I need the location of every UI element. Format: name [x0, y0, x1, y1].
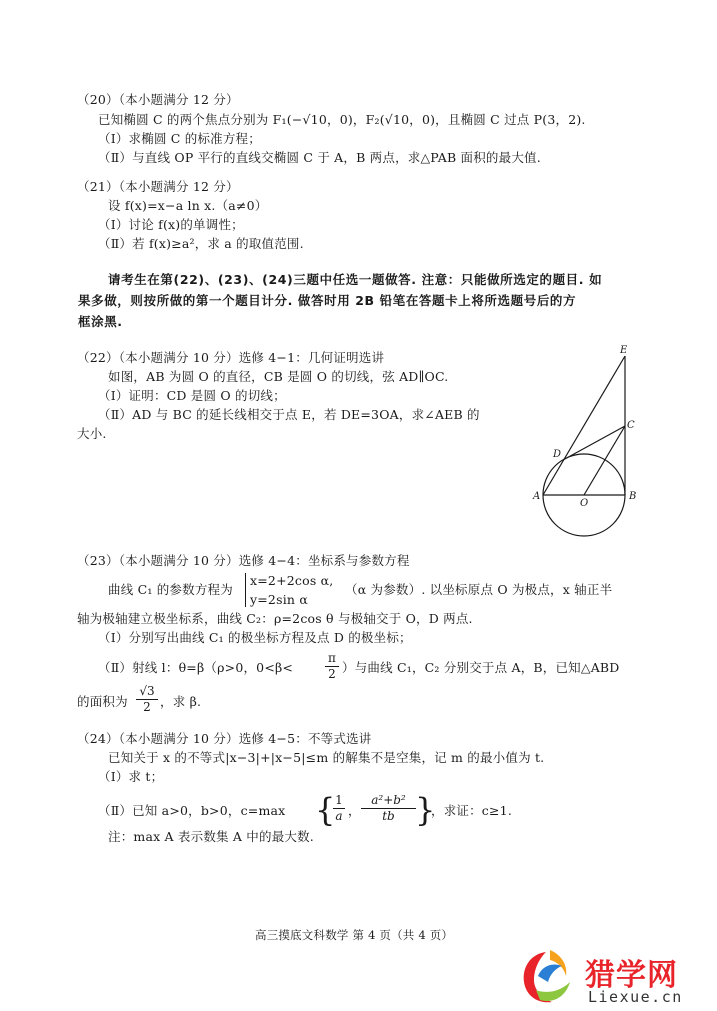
q24-heading: （24）（本小题满分 10 分）选修 4−5：不等式选讲	[77, 731, 372, 746]
logo-english-text: Liexue.cn	[588, 988, 683, 1006]
line-ae	[543, 356, 625, 495]
q23-eq-bottom: y=2sin α	[250, 592, 308, 607]
q23-part1: （Ⅰ）分别写出曲线 C₁ 的极坐标方程及点 D 的极坐标；	[98, 630, 412, 645]
q20-part2: （Ⅱ）与直线 OP 平行的直线交椭圆 C 于 A，B 两点，求△PAB 面积的最大值.	[98, 150, 541, 165]
pi-denominator: 2	[328, 667, 336, 681]
q23-eq-top: x=2+2cos α,	[250, 573, 334, 588]
notice-line-2: 果多做，则按所做的第一个题目计分. 做答时用 2B 铅笔在答题卡上将所选题号后的方	[78, 293, 577, 308]
q24-fraction-2	[361, 793, 416, 824]
q24-part2-pre: （Ⅱ）已知 a>0，b>0，c=max	[98, 803, 286, 818]
q23-sqrt-fraction	[136, 684, 158, 715]
q22-stem: 如图，AB 为圆 O 的直径，CB 是圆 O 的切线，弦 AD∥OC.	[108, 369, 449, 384]
q22-part2-cont: 大小.	[77, 426, 107, 441]
label-d: D	[553, 449, 562, 460]
q23-stem-pre: 曲线 C₁ 的参数方程为	[108, 582, 233, 597]
q20-part1: （Ⅰ）求椭圆 C 的标准方程；	[98, 131, 261, 146]
q21-part2: （Ⅱ）若 f(x)≥a²，求 a 的取值范围.	[98, 236, 304, 251]
q22-geometry-figure	[525, 340, 645, 540]
q21-stem: 设 f(x)=x−a ln x.（a≠0）	[108, 198, 268, 213]
notice-line-3: 框涂黑.	[78, 314, 123, 329]
q23-part2-pre: （Ⅱ）射线 l：θ=β（ρ>0，0<β<	[98, 660, 294, 675]
frac2-denominator: tb	[382, 809, 395, 823]
q24-stem: 已知关于 x 的不等式|x−3|+|x−5|≤m 的解集不是空集，记 m 的最小值为 t.	[108, 750, 545, 765]
logo-chinese-text: 猎学网	[585, 958, 678, 993]
notice-line-1: 请考生在第(22)、(23)、(24)三题中任选一题做答. 注意：只能做所选定的题目. 如	[108, 272, 603, 287]
q22-heading: （22）（本小题满分 10 分）选修 4−1：几何证明选讲	[77, 350, 385, 365]
q20-stem: 已知椭圆 C 的两个焦点分别为 F₁(−√10，0)，F₂(√10，0)，且椭圆 C 过点 P(3，2).	[98, 112, 586, 127]
q24-part1: （Ⅰ）求 t；	[98, 769, 164, 784]
label-b: B	[629, 491, 637, 502]
frac1-numerator: 1	[333, 793, 345, 809]
q24-note: 注：max A 表示数集 A 中的最大数.	[108, 829, 314, 844]
q23-line5-post: ，求 β.	[160, 694, 202, 709]
sqrt3-denominator: 2	[143, 700, 151, 714]
pi-numerator: π	[325, 651, 339, 667]
label-e: E	[620, 345, 628, 356]
q20-heading: （20）（本小题满分 12 分）	[77, 92, 239, 107]
q23-stem-post: （α 为参数）. 以坐标原点 O 为极点，x 轴正半	[345, 582, 613, 597]
line-oc	[584, 426, 625, 495]
q23-part2-post: ）与曲线 C₁，C₂ 分别交于点 A，B，已知△ABD	[342, 660, 620, 675]
q24-part2-post: ，求证：c≥1.	[431, 803, 513, 818]
q24-right-brace: }	[415, 791, 436, 829]
frac2-numerator: a²+b²	[361, 793, 416, 809]
sqrt3-numerator: √3	[136, 684, 158, 700]
q24-fraction-1	[333, 793, 345, 824]
q23-pi-fraction	[325, 651, 339, 682]
q22-part2: （Ⅱ）AD 与 BC 的延长线相交于点 E，若 DE=3OA，求∠AEB 的	[98, 407, 480, 422]
q23-heading: （23）（本小题满分 10 分）选修 4−4：坐标系与参数方程	[77, 553, 410, 568]
q23-line2: 轴为极轴建立极坐标系，曲线 C₂：ρ=2cos θ 与极轴交于 O，D 两点.	[77, 611, 473, 626]
q23-line5-pre: 的面积为	[77, 694, 128, 709]
q21-part1: （Ⅰ）讨论 f(x)的单调性；	[98, 217, 244, 232]
label-a: A	[533, 491, 541, 502]
q22-part1: （Ⅰ）证明：CD 是圆 O 的切线；	[98, 388, 286, 403]
page-footer: 高三摸底文科数学 第 4 页（共 4 页）	[255, 928, 454, 942]
liexue-logo-mark	[516, 946, 578, 1008]
q24-comma: ，	[348, 803, 361, 818]
label-c: C	[627, 420, 635, 431]
frac1-denominator: a	[335, 809, 343, 823]
q21-heading: （21）（本小题满分 12 分）	[77, 179, 239, 194]
label-o: O	[580, 498, 589, 509]
q24-left-brace: {	[315, 791, 336, 829]
